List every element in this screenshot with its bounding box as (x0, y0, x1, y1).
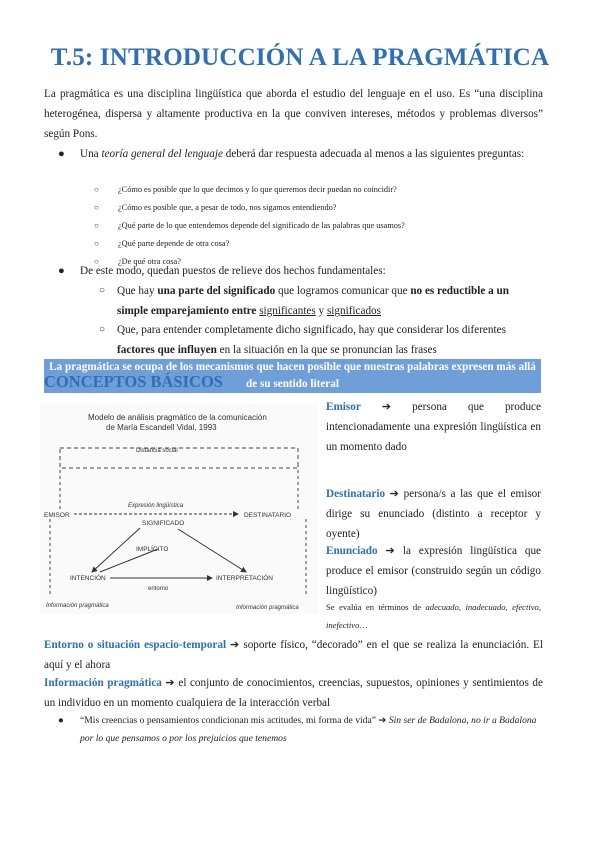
f1-f: y (315, 305, 327, 317)
term-entorno: Entorno o situación espacio-temporal (44, 639, 227, 651)
arrow-implicito (100, 549, 158, 572)
term-enunciado: Enunciado (326, 545, 378, 557)
circle-bullet-icon: ○ (94, 185, 99, 194)
circle-bullet-icon: ○ (94, 221, 99, 230)
quote-a: “Mis creencias o pensamientos condicionan mis actitudes, mi forma de vida” ➔ (80, 715, 389, 726)
f1-e: significantes (259, 305, 316, 317)
distancia-label: Distancia social (136, 448, 178, 454)
question-2 (94, 199, 518, 217)
f2-c: en la situación en la que se pronuncian las frases (216, 344, 437, 356)
bullet-dot-icon: ● (58, 265, 65, 277)
intro-paragraph: La pragmática es una disciplina lingüística que aborda el estudio del lenguaje en el uso. Es “una disciplina heterogénea, dispersa y altamente productiva en la que conviven intereses, métodos y problemas diversos” según Pons. (44, 88, 543, 140)
bullet-hechos (58, 262, 540, 281)
info-right: Información pragmática (236, 605, 299, 611)
diagram-title-1: Modelo de análisis pragmático de la comunicación (88, 413, 267, 422)
question-text: ¿De qué otra cosa? (118, 257, 181, 266)
circle-bullet-icon: ○ (94, 257, 99, 266)
destinatario-node: DESTINATARIO (244, 512, 292, 519)
def-informacion-text: ➔ el conjunto de conocimientos, creencias, supuestos, opiniones y sentimientos de un individuo en un momento cualquiera de la interacción verbal (44, 677, 543, 709)
f1-c: que logramos comunicar que (275, 285, 411, 297)
def-enunciado (326, 541, 541, 601)
highlight-box: La pragmática se ocupa de los mecanismos que hacen posible que nuestras palabras expresen más allá de su sentido literal (44, 359, 541, 393)
question-text: ¿Cómo es posible que lo que decimos y lo que queremos decir puedan no coincidir? (118, 185, 397, 194)
b2-text: De este modo, quedan puestos de relieve dos hechos fundamentales: (80, 265, 386, 277)
term-emisor: Emisor (326, 401, 361, 413)
question-text: ¿Cómo es posible que, a pesar de todo, nos sigamos entendiendo? (118, 203, 337, 212)
circle-bullet-icon: ○ (99, 324, 106, 335)
f1-a: Que hay (117, 285, 158, 297)
emisor-node: EMISOR (44, 512, 70, 519)
evalua-c: … (359, 620, 368, 630)
question-text: ¿Qué parte depende de otra cosa? (118, 239, 230, 248)
evalua-b: adecuado, inadecuado, efectivo, inefectivo (326, 602, 541, 630)
question-4 (94, 235, 518, 253)
interpretacion-node: INTERPRETACIÓN (216, 575, 273, 582)
bullet-dot-icon: ● (58, 148, 65, 160)
implicito-node: IMPLÍCITO (136, 546, 169, 553)
arrow-sig-interp (178, 529, 246, 572)
circle-bullet-icon: ○ (99, 285, 106, 296)
fact-1 (100, 281, 542, 321)
b1-post: deberá dar respuesta adecuada al menos a las siguientes preguntas: (222, 148, 525, 160)
def-emisor (326, 397, 541, 457)
def-destinatario (326, 484, 541, 544)
f1-d: no es reductible a un simple emparejamiento entre (117, 285, 509, 317)
page-title: T.5: INTRODUCCIÓN A LA PRAGMÁTICA (50, 44, 550, 71)
distancia-box (60, 448, 298, 468)
communication-diagram (40, 404, 318, 614)
def-entorno (44, 635, 543, 675)
fact-2 (100, 320, 542, 360)
question-3 (94, 217, 518, 235)
term-destinatario: Destinatario (326, 488, 386, 500)
f1-b: una parte del significado (157, 285, 276, 297)
intencion-node: INTENCIÓN (70, 575, 106, 582)
f2-b: factores que influyen (117, 344, 217, 356)
evalua-note (326, 598, 541, 634)
bullet-quote (58, 712, 540, 748)
significado-node: SIGNIFICADO (142, 520, 185, 527)
circle-bullet-icon: ○ (94, 203, 99, 212)
expresion-label: Expresión lingüística (128, 503, 184, 509)
def-enunciado-text: ➔ la expresión lingüística que produce el emisor (construido según un código lingüístico) (326, 545, 541, 597)
term-informacion: Información pragmática (44, 677, 162, 689)
diagram-title-2: de María Escandell Vidal, 1993 (106, 423, 217, 432)
evalua-a: Se evalúa en términos de (326, 602, 426, 612)
def-destinatario-text: ➔ persona/s a las que el emisor dirige su enunciado (distinto a receptor y oyente) (326, 488, 541, 540)
def-entorno-text: ➔ soporte físico, “decorado” en el que se realiza la enunciación. El aquí y el ahora (44, 639, 543, 671)
b1-em: teoría general del lenguaje (101, 148, 223, 160)
question-1 (94, 181, 518, 199)
b1-pre: Una (80, 148, 102, 160)
section-heading: CONCEPTOS BÁSICOS (44, 372, 223, 391)
info-left: Información pragmática (46, 603, 109, 609)
entorno-label: entorno (148, 586, 169, 592)
quote-b: Sin ser de Badalona, no ir a Badalona por lo que pensamos o por los prejuicios que tenemos (80, 715, 537, 744)
f1-g: significados (326, 305, 382, 317)
circle-bullet-icon: ○ (94, 239, 99, 248)
def-emisor-text: ➔ persona que produce intencionadamente una expresión lingüística en un momento dado (326, 401, 541, 453)
bullet-teoria (58, 145, 540, 164)
def-informacion (44, 673, 543, 713)
question-text: ¿Qué parte de lo que entendemos depende del significado de las palabras que usamos? (118, 221, 405, 230)
bullet-dot-icon: ● (58, 715, 64, 726)
f2-a: Que, para entender completamente dicho significado, hay que considerar los diferentes (117, 324, 506, 336)
